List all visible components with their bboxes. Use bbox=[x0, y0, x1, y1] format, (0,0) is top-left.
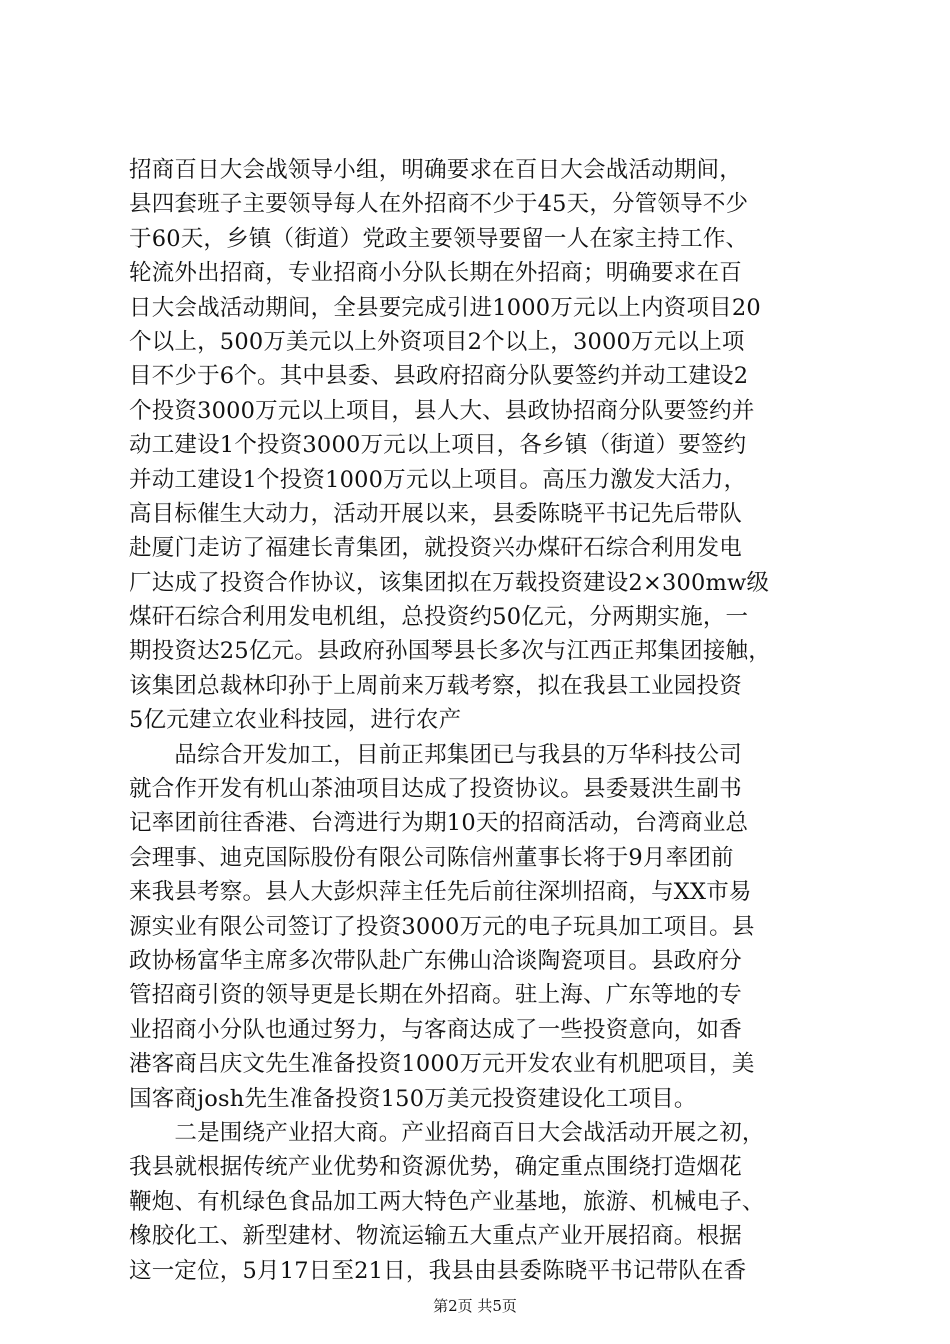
text-line: 动工建设1个投资3000万元以上项目，各乡镇（街道）要签约 bbox=[129, 432, 747, 459]
text-line: 煤矸石综合利用发电机组，总投资约50亿元，分两期实施，一 bbox=[129, 604, 749, 631]
text-line: 招商百日大会战领导小组，明确要求在百日大会战活动期间， bbox=[129, 157, 742, 183]
text-line: 该集团总裁林印孙于上周前来万载考察，拟在我县工业园投资 bbox=[129, 672, 742, 699]
text-line: 高目标催生大动力，活动开展以来，县委陈晓平书记先后带队 bbox=[129, 500, 742, 527]
text-line: 管招商引资的领导更是长期在外招商。驻上海、广东等地的专 bbox=[129, 982, 742, 1009]
text-line: 期投资达25亿元。县政府孙国琴县长多次与江西正邦集团接触， bbox=[129, 638, 771, 665]
text-line: 二是围绕产业招大商。产业招商百日大会战活动开展之初， bbox=[129, 1119, 765, 1146]
text-line: 于60天，乡镇（街道）党政主要领导要留一人在家主持工作、 bbox=[129, 225, 749, 252]
text-line: 日大会战活动期间，全县要完成引进1000万元以上内资项目20 bbox=[129, 294, 761, 321]
text-line: 轮流外出招商，专业招商小分队长期在外招商；明确要求在百 bbox=[129, 260, 742, 287]
text-line: 来我县考察。县人大彭炽萍主任先后前往深圳招商，与XX市易 bbox=[129, 879, 752, 906]
page-footer: 第2页 共5页 bbox=[433, 1297, 517, 1315]
text-line: 政协杨富华主席多次带队赴广东佛山洽谈陶瓷项目。县政府分 bbox=[129, 947, 742, 974]
text-line: 品综合开发加工，目前正邦集团已与我县的万华科技公司 bbox=[129, 741, 742, 768]
text-line: 橡胶化工、新型建材、物流运输五大重点产业开展招商。根据 bbox=[129, 1223, 742, 1250]
text-line: 港客商吕庆文先生准备投资1000万元开发农业有机肥项目，美 bbox=[129, 1051, 755, 1078]
text-line: 源实业有限公司签订了投资3000万元的电子玩具加工项目。县 bbox=[129, 913, 755, 940]
text-line: 5亿元建立农业科技园，进行农产 bbox=[129, 707, 462, 734]
text-line: 赴厦门走访了福建长青集团，就投资兴办煤矸石综合利用发电 bbox=[129, 535, 742, 562]
text-line: 我县就根据传统产业优势和资源优势，确定重点围绕打造烟花 bbox=[129, 1154, 742, 1181]
text-line: 就合作开发有机山茶油项目达成了投资协议。县委聂洪生副书 bbox=[129, 776, 742, 803]
text-line: 记率团前往香港、台湾进行为期10天的招商活动，台湾商业总 bbox=[129, 810, 749, 837]
text-line: 并动工建设1个投资1000万元以上项目。高压力激发大活力， bbox=[129, 466, 747, 493]
text-line: 鞭炮、有机绿色食品加工两大特色产业基地，旅游、机械电子、 bbox=[129, 1188, 765, 1215]
text-line: 业招商小分队也通过努力，与客商达成了一些投资意向，如香 bbox=[129, 1016, 742, 1043]
text-line: 国客商josh先生准备投资150万美元投资建设化工项目。 bbox=[129, 1085, 697, 1112]
text-line: 目不少于6个。其中县委、县政府招商分队要签约并动工建设2 bbox=[129, 363, 749, 390]
text-line: 厂达成了投资合作协议，该集团拟在万载投资建设2×300mw级 bbox=[129, 569, 770, 596]
text-line: 县四套班子主要领导每人在外招商不少于45天，分管领导不少 bbox=[129, 191, 749, 218]
text-line: 这一定位，5月17日至21日，我县由县委陈晓平书记带队在香 bbox=[129, 1257, 747, 1284]
text-line: 个投资3000万元以上项目，县人大、县政协招商分队要签约并 bbox=[129, 397, 755, 424]
text-line: 会理事、迪克国际股份有限公司陈信州董事长将于9月率团前 bbox=[129, 844, 734, 871]
text-line: 个以上，500万美元以上外资项目2个以上，3000万元以上项 bbox=[129, 328, 745, 355]
body-text bbox=[129, 153, 829, 1288]
